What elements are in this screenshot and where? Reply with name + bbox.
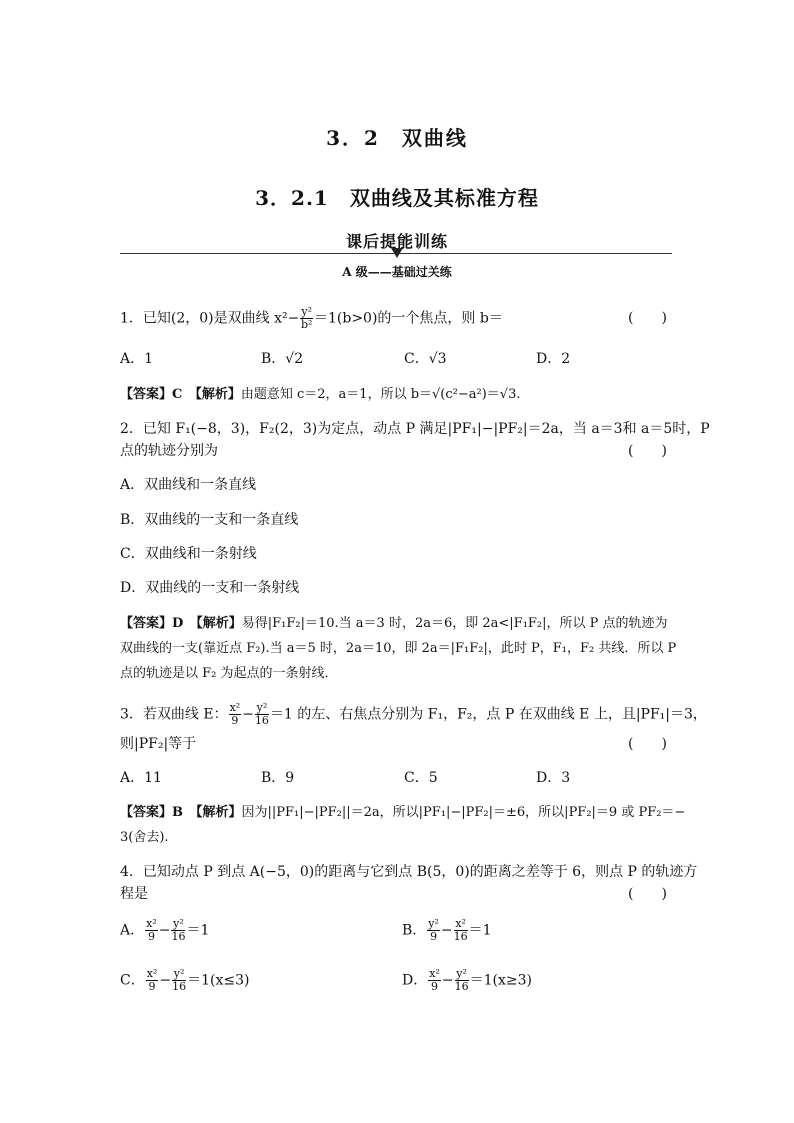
q4b-label: B．: [402, 922, 427, 939]
q4-option-a: [120, 918, 209, 943]
q4b-frac-1: [427, 918, 440, 943]
q1-fraction: [300, 306, 313, 331]
q4-answer-blank: ( ): [628, 886, 667, 902]
q3-option-a: A．11: [120, 770, 162, 786]
q1-frac-num: y²: [301, 305, 312, 318]
q4b-op: −: [440, 922, 453, 939]
q2-option-c: C．双曲线和一条射线: [120, 546, 257, 562]
q1-frac-den: b²: [300, 318, 313, 331]
q2-solution-line3: 点的轨迹是以 F₂ 为起点的一条射线．: [120, 666, 338, 681]
q1-solution: [120, 383, 520, 402]
triangle-marker-icon: [391, 248, 403, 258]
q2-solution-line2: 双曲线的一支(靠近点 F₂).当 a＝5 时，2a＝10，即 2a＝|F₁F₂|，此时 P，F₁，F₂ 共线．所以 P: [120, 641, 677, 656]
q2-option-b: B．双曲线的一支和一条直线: [120, 512, 299, 528]
q3-stem-line1: [120, 702, 707, 727]
q3-option-b: B．9: [261, 770, 295, 786]
q2-solution-line1: [120, 612, 668, 631]
q3-fraction-2: [255, 702, 269, 727]
q4-option-b: [402, 918, 492, 943]
q4c-n2: y²: [173, 967, 185, 980]
q4a-tail: ＝1: [186, 922, 210, 939]
q4a-d1: 9: [147, 930, 155, 943]
training-title: 课后提能训练: [345, 232, 448, 251]
q3-solution-line2: 3(舍去).: [120, 830, 169, 845]
q4c-op: −: [159, 972, 172, 989]
q1-option-c: C．√3: [404, 351, 447, 367]
q4d-n1: x²: [429, 967, 440, 980]
q3-stem-text-a: 3．若双曲线 E：: [120, 706, 228, 723]
q4a-n1: x²: [146, 917, 157, 930]
q3-option-c: C．5: [404, 770, 438, 786]
q3-answer-blank: ( ): [628, 736, 667, 752]
q3-frac2-den: 16: [254, 714, 269, 727]
q1-stem-text-c: ＝1(b>0)的一个焦点，则 b＝: [313, 310, 503, 327]
q4d-label: D．: [402, 972, 428, 989]
q2-answer-blank: ( ): [628, 443, 667, 459]
subsection-title: 3．2.1 双曲线及其标准方程: [255, 186, 539, 210]
section-title: 3．2 双曲线: [326, 126, 468, 150]
q4d-frac-2: [455, 968, 469, 993]
q4b-n1: y²: [428, 917, 439, 930]
q3-frac2-num: y²: [256, 701, 268, 714]
q1-stem: [120, 306, 503, 331]
q2-option-a: A．双曲线和一条直线: [120, 477, 257, 493]
q4d-d1: 9: [431, 980, 439, 993]
q3-answer-label: 【答案】B 【解析】: [120, 805, 242, 820]
q1-option-d: D．2: [536, 351, 571, 367]
q4a-op: −: [158, 922, 171, 939]
q4-stem-line1: 4．已知动点 P 到点 A(−5，0)的距离与它到点 B(5，0)的距离之差等于 6，则点 P 的轨迹方: [120, 864, 698, 880]
q4a-n2: y²: [173, 917, 184, 930]
q4d-frac-1: [428, 968, 441, 993]
q4a-frac-2: [171, 918, 185, 943]
level-title: A 级——基础过关练: [342, 265, 452, 279]
q3-stem-text-b: ＝1 的左、右焦点分别为 F₁，F₂，点 P 在双曲线 E 上，且|PF₁|＝3，: [269, 706, 707, 723]
q4b-frac-2: [454, 918, 468, 943]
q3-option-d: D．3: [536, 770, 571, 786]
q3-solution-line1: [120, 801, 685, 820]
q2-stem-line1: 2．已知 F₁(−8，3)，F₂(2，3)为定点，动点 P 满足|PF₁|−|PF₂|＝2a，当 a＝3和 a＝5时，P: [120, 421, 710, 437]
q4c-frac-1: [146, 968, 159, 993]
q4d-tail: ＝1(x≥3): [469, 972, 532, 989]
q4d-d2: 16: [454, 980, 469, 993]
q4a-label: A．: [120, 922, 145, 939]
q1-answer-blank: ( ): [628, 310, 667, 326]
q4c-d1: 9: [148, 980, 156, 993]
q4a-d2: 16: [171, 930, 186, 943]
q4b-d2: 16: [453, 930, 468, 943]
q4d-op: −: [441, 972, 454, 989]
q4b-d1: 9: [430, 930, 438, 943]
q2-answer-text-1: 易得|F₁F₂|＝10.当 a＝3 时，2a＝6，即 2a<|F₁F₂|，所以 P 点的轨迹为: [241, 616, 668, 631]
q4-stem-line2: 程是: [120, 886, 148, 902]
q4c-d2: 16: [172, 980, 187, 993]
q4d-n2: y²: [456, 967, 467, 980]
q1-stem-text-a: 1．已知(2，0)是双曲线: [120, 310, 275, 327]
q1-answer-label: 【答案】C 【解析】: [120, 387, 241, 402]
q2-answer-label: 【答案】D 【解析】: [120, 616, 242, 631]
q4c-tail: ＝1(x≤3): [187, 972, 250, 989]
q1-option-a: A．1: [120, 351, 154, 367]
q3-stem-line2: 则|PF₂|等于: [120, 736, 197, 752]
q4-option-d: [402, 968, 532, 993]
q4b-n2: x²: [455, 917, 466, 930]
q1-stem-text-b: x²−: [274, 310, 300, 327]
q3-minus: −: [242, 706, 254, 723]
q4b-tail: ＝1: [468, 922, 492, 939]
q2-stem-line2: 点的轨迹分别为: [120, 443, 218, 459]
q4a-frac-1: [145, 918, 158, 943]
q3-frac1-den: 9: [231, 714, 239, 727]
q3-frac1-num: x²: [229, 701, 241, 714]
q4c-n1: x²: [146, 967, 158, 980]
q3-answer-text-1: 因为||PF₁|−|PF₂||＝2a，所以|PF₁|−|PF₂|＝±6，所以|PF₂|＝9 或 PF₂＝−: [241, 805, 686, 820]
q4c-frac-2: [172, 968, 186, 993]
q1-answer-text: 由题意知 c＝2，a＝1，所以 b＝√(c²−a²)＝√3.: [240, 387, 521, 402]
q4c-label: C．: [120, 972, 145, 989]
q2-option-d: D．双曲线的一支和一条射线: [120, 580, 300, 596]
q4-option-c: [120, 968, 249, 993]
q1-option-b: B．√2: [261, 351, 304, 367]
q3-fraction-1: [229, 702, 242, 727]
